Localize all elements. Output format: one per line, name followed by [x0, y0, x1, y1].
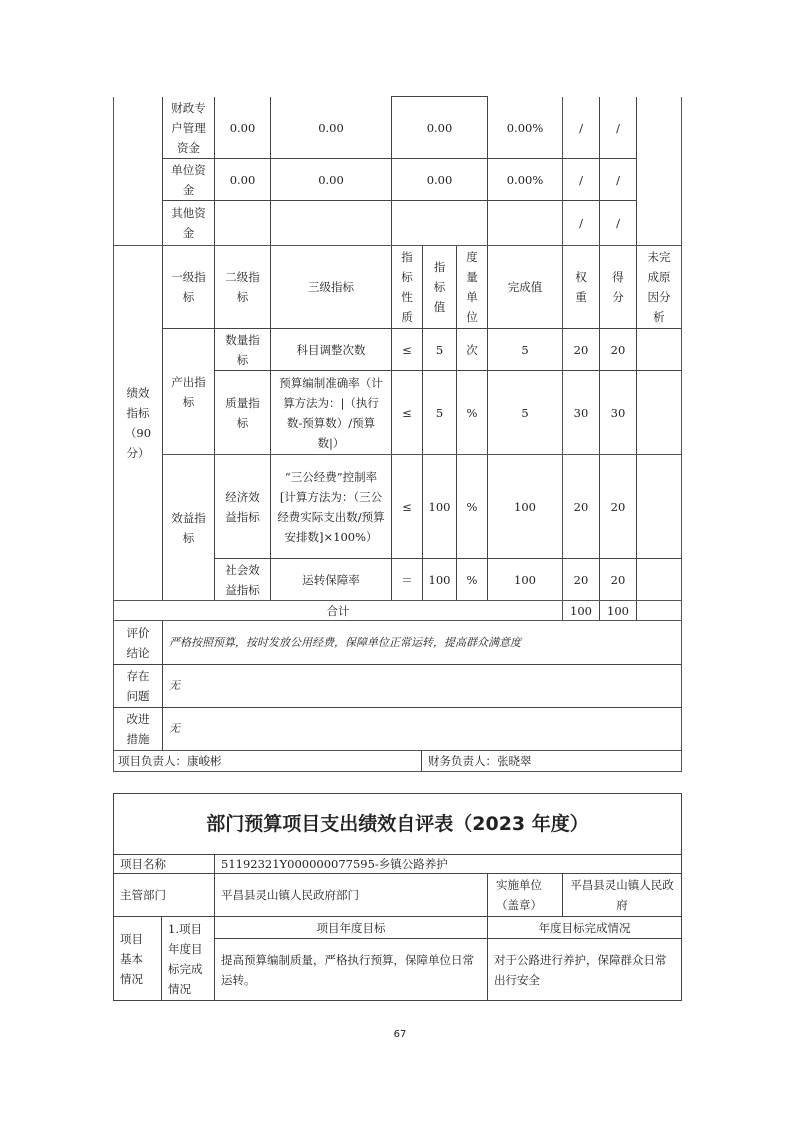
reason-cell — [637, 371, 681, 454]
header-actual: 完成值 — [507, 280, 543, 294]
page-number: 67 — [393, 1029, 407, 1040]
nature-cell: ＝ — [401, 572, 413, 587]
weight-cell: 20 — [573, 342, 589, 357]
level2-cell: 经济效益指标 — [225, 489, 260, 524]
finance-lead: 财务负责人：张晓翠 — [428, 754, 532, 768]
total-label: 合计 — [326, 603, 350, 618]
actual-cell: 5 — [521, 342, 529, 357]
table-border-right — [681, 97, 682, 772]
measures-text: 无 — [169, 722, 180, 735]
dept-label: 主管部门 — [120, 888, 166, 902]
level3-cell: 运转保障率 — [302, 572, 360, 587]
fund-score: / — [616, 172, 620, 187]
unit-cell: % — [466, 405, 478, 420]
fund-label: 其他资金 — [171, 206, 206, 240]
level3-cell: 预算编制准确率（计算方法为：|（执行数-预算数）/预算数|） — [279, 375, 383, 450]
header-reason: 未完成原因分析 — [647, 250, 671, 324]
table2-title: 部门预算项目支出绩效自评表（2023 年度） — [206, 813, 589, 835]
score-cell: 20 — [610, 572, 626, 587]
weight-cell: 20 — [573, 499, 589, 514]
fund-rate: 0.00% — [506, 120, 544, 135]
level1-benefit-indicator: 效益指标 — [171, 510, 206, 545]
conclusion-label: 评价结论 — [126, 625, 150, 660]
level3-cell: 科目调整次数 — [296, 342, 366, 357]
total-weight: 100 — [570, 603, 592, 618]
project-name-value: 51192321Y000000077595-乡镇公路养护 — [221, 857, 448, 871]
fund-score: / — [616, 120, 620, 135]
annual-goal-header: 项目年度目标 — [316, 920, 386, 935]
fund-weight: / — [579, 120, 583, 135]
fund-weight: / — [579, 216, 583, 230]
level1-output-indicator: 产出指标 — [171, 374, 206, 409]
header-weight: 权重 — [575, 270, 587, 304]
fund-rate — [488, 201, 562, 245]
nature-cell: ≤ — [402, 342, 412, 357]
value-cell: 100 — [428, 499, 451, 514]
level2-cell: 数量指标 — [225, 332, 260, 367]
header-unit: 度量单位 — [466, 250, 478, 324]
fund-weight: / — [579, 172, 583, 187]
fund-label: 财政专户管理资金 — [171, 100, 206, 155]
weight-cell: 30 — [573, 405, 589, 420]
nature-cell: ≤ — [402, 499, 412, 514]
fund-value — [215, 201, 270, 245]
score-cell: 20 — [610, 499, 626, 514]
unit-cell: 次 — [466, 342, 478, 357]
total-score: 100 — [607, 603, 629, 618]
score-cell: 30 — [610, 405, 626, 420]
goal-completion-label: 1.项目年度目标完成情况 — [168, 922, 203, 996]
header-level2: 二级指标 — [225, 270, 260, 304]
problems-text: 无 — [169, 679, 180, 692]
level2-cell: 质量指标 — [225, 395, 260, 430]
fund-value: 0.00 — [426, 120, 453, 135]
goal-done-text: 对于公路进行养护，保障群众日常出行安全 — [494, 953, 667, 987]
value-cell: 5 — [435, 342, 444, 357]
goal-done-header: 年度目标完成情况 — [538, 920, 631, 935]
value-cell: 5 — [435, 405, 444, 420]
fund-label: 单位资金 — [171, 162, 206, 197]
grid-line — [113, 771, 682, 772]
fund-value: 0.00 — [318, 172, 344, 187]
fund-value: 0.00 — [229, 120, 256, 135]
level3-cell: “三公经费”控制率[计算方法为：（三公经费实际支出数/预算安排数]×100%） — [277, 469, 385, 544]
impl-value: 平昌县灵山镇人民政府 — [570, 878, 674, 912]
project-name-label: 项目名称 — [120, 857, 166, 871]
impl-label: 实施单位（盖章） — [496, 878, 542, 912]
conclusion-text: 严格按照预算，按时发放公用经费，保障单位正常运转，提高群众满意度 — [169, 635, 521, 649]
project-lead: 项目负责人：康峻彬 — [118, 754, 222, 768]
reason-cell — [637, 559, 681, 600]
score-cell: 20 — [610, 342, 626, 357]
annual-goal-text: 提高预算编制质量，严格执行预算，保障单位日常运转。 — [221, 953, 474, 987]
nature-cell: ≤ — [402, 405, 412, 420]
actual-cell: 5 — [521, 405, 529, 420]
fund-value — [392, 201, 487, 245]
weight-cell: 20 — [573, 572, 589, 587]
measures-label: 改进措施 — [126, 712, 150, 746]
unit-cell: % — [466, 499, 478, 514]
basic-info-label: 项目基本情况 — [120, 932, 143, 986]
problems-label: 存在问题 — [126, 669, 150, 703]
fund-score: / — [616, 216, 620, 230]
header-level1: 一级指标 — [171, 270, 206, 304]
value-cell: 100 — [428, 572, 451, 587]
fund-value: 0.00 — [229, 172, 256, 187]
actual-cell: 100 — [514, 572, 536, 587]
performance-indicator-label: 绩效指标（90分） — [124, 386, 152, 460]
unit-cell: % — [466, 572, 478, 587]
fund-value: 0.00 — [318, 120, 344, 135]
level2-cell: 社会效益指标 — [225, 562, 260, 597]
actual-cell: 100 — [514, 499, 536, 514]
fund-value: 0.00 — [426, 172, 453, 187]
fund-value — [271, 201, 391, 245]
reason-cell — [637, 329, 681, 370]
fund-rate: 0.00% — [506, 172, 544, 187]
header-value: 指标值 — [433, 260, 446, 314]
header-score: 得分 — [612, 270, 624, 304]
dept-value: 平昌县灵山镇人民政府部门 — [221, 888, 359, 902]
reason-cell — [637, 455, 681, 558]
header-level3: 三级指标 — [308, 280, 354, 294]
header-nature: 指标性质 — [401, 250, 413, 324]
